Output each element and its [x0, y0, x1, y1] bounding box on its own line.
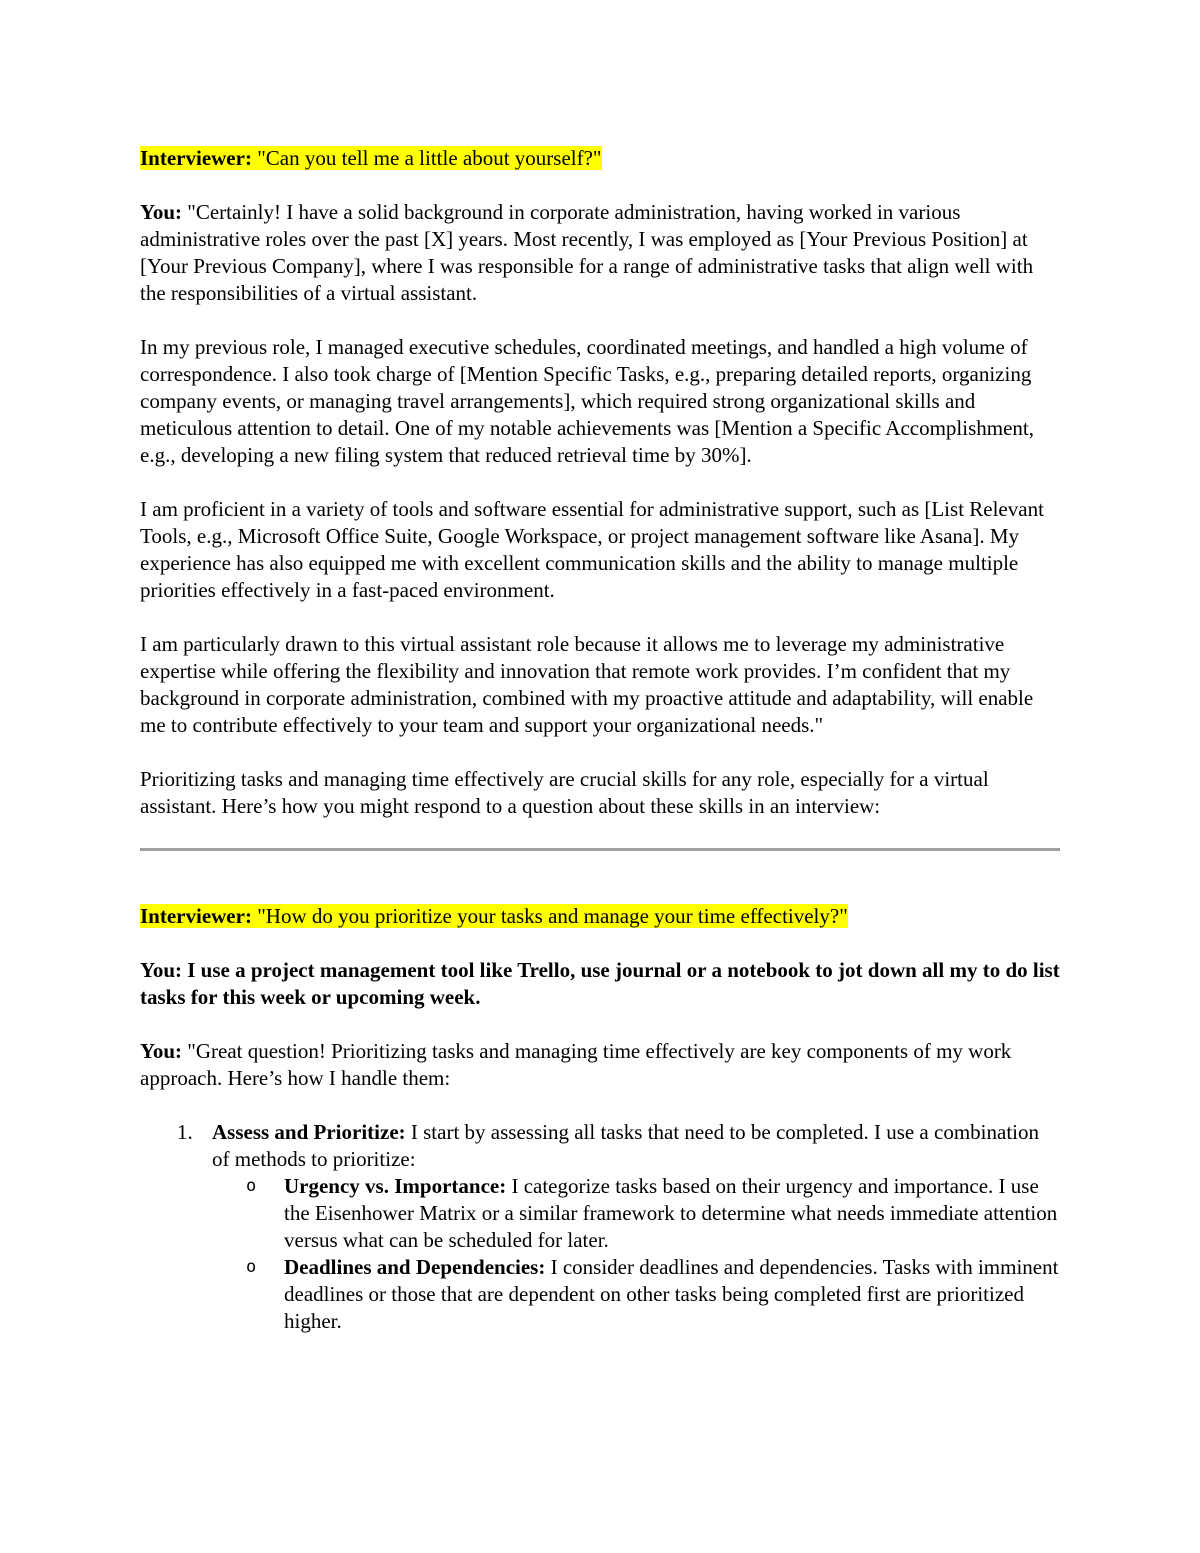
list-item	[140, 1119, 1060, 1335]
sub-item-title: Deadlines and Dependencies:	[284, 1255, 546, 1279]
numbered-list	[140, 1119, 1060, 1335]
answer-paragraph-2: In my previous role, I managed executive schedules, coordinated meetings, and handled a high volume of correspondence. I also took charge of [Mention Specific Tasks, e.g., preparing detailed reports, organizing company events, or managing travel arrangements], which required strong organizational skills and meticulous attention to detail. One of my notable achievements was [Mention a Specific Accomplishment, e.g., developing a new filing system that reduced retrieval time by 30%].	[140, 335, 1035, 467]
interviewer-label: Interviewer:	[140, 146, 252, 170]
sub-list-item	[212, 1254, 1060, 1335]
circle-bullet-icon: o	[246, 1257, 257, 1277]
you-label: You:	[140, 1039, 183, 1063]
sub-list	[212, 1173, 1060, 1335]
answer-text: "Certainly! I have a solid background in corporate administration, having worked in various administrative roles over the past [X] years. Most recently, I was employed as [Your Previous Position] at [Your Previous Company], where I was responsible for a range of administrative tasks that align well with the responsibilities of a virtual assistant.	[140, 200, 1034, 305]
interviewer-label: Interviewer:	[140, 904, 252, 928]
sub-list-item	[212, 1173, 1060, 1254]
question-text: "Can you tell me a little about yourself?"	[251, 146, 602, 170]
answer-paragraph-3: I am proficient in a variety of tools and software essential for administrative support, such as [List Relevant Tools, e.g., Microsoft Office Suite, Google Workspace, or project management software like Asana]. My experience has also equipped me with excellent communication skills and the ability to manage multiple priorities effectively in a fast-paced environment.	[140, 497, 1044, 602]
answer-paragraph-4: I am particularly drawn to this virtual assistant role because it allows me to leverage my administrative expertise while offering the flexibility and innovation that remote work provides. I’m confident that my background in corporate administration, combined with my proactive attitude and adaptability, will enable me to contribute effectively to your team and support your organizational needs."	[140, 632, 1034, 737]
circle-bullet-icon: o	[246, 1176, 257, 1196]
interviewer-question-1	[140, 145, 1060, 172]
sub-item-title: Urgency vs. Importance:	[284, 1174, 507, 1198]
list-item-title: Assess and Prioritize:	[212, 1120, 406, 1144]
answer-text: "Great question! Prioritizing tasks and managing time effectively are key components of my work approach. Here’s how I handle them:	[140, 1039, 1012, 1090]
transition-paragraph: Prioritizing tasks and managing time effectively are crucial skills for any role, especially for a virtual assistant. Here’s how you might respond to a question about these skills in an interview:	[140, 767, 989, 818]
sub-item-text: I categorize tasks based on their urgency and importance. I use the Eisenhower Matrix or a similar framework to determine what needs immediate attention versus what can be scheduled for later.	[284, 1174, 1058, 1252]
list-item-text: I start by assessing all tasks that need to be completed. I use a combination of methods to prioritize:	[212, 1120, 1039, 1171]
interviewer-question-2	[140, 903, 1060, 930]
horizontal-rule	[140, 848, 1060, 851]
highlighted-question-1	[140, 146, 602, 170]
question-text: "How do you prioritize your tasks and manage your time effectively?"	[251, 904, 848, 928]
bold-answer-paragraph: You: I use a project management tool like Trello, use journal or a notebook to jot down all my to do list tasks for this week or upcoming week.	[140, 958, 1060, 1009]
list-number: 1.	[177, 1120, 193, 1144]
highlighted-question-2	[140, 904, 848, 928]
answer-paragraph-1	[140, 199, 1060, 307]
answer-intro-paragraph	[140, 1038, 1060, 1092]
sub-item-text: I consider deadlines and dependencies. Tasks with imminent deadlines or those that are dependent on other tasks being completed first are prioritized higher.	[284, 1255, 1059, 1333]
you-label: You:	[140, 200, 183, 224]
